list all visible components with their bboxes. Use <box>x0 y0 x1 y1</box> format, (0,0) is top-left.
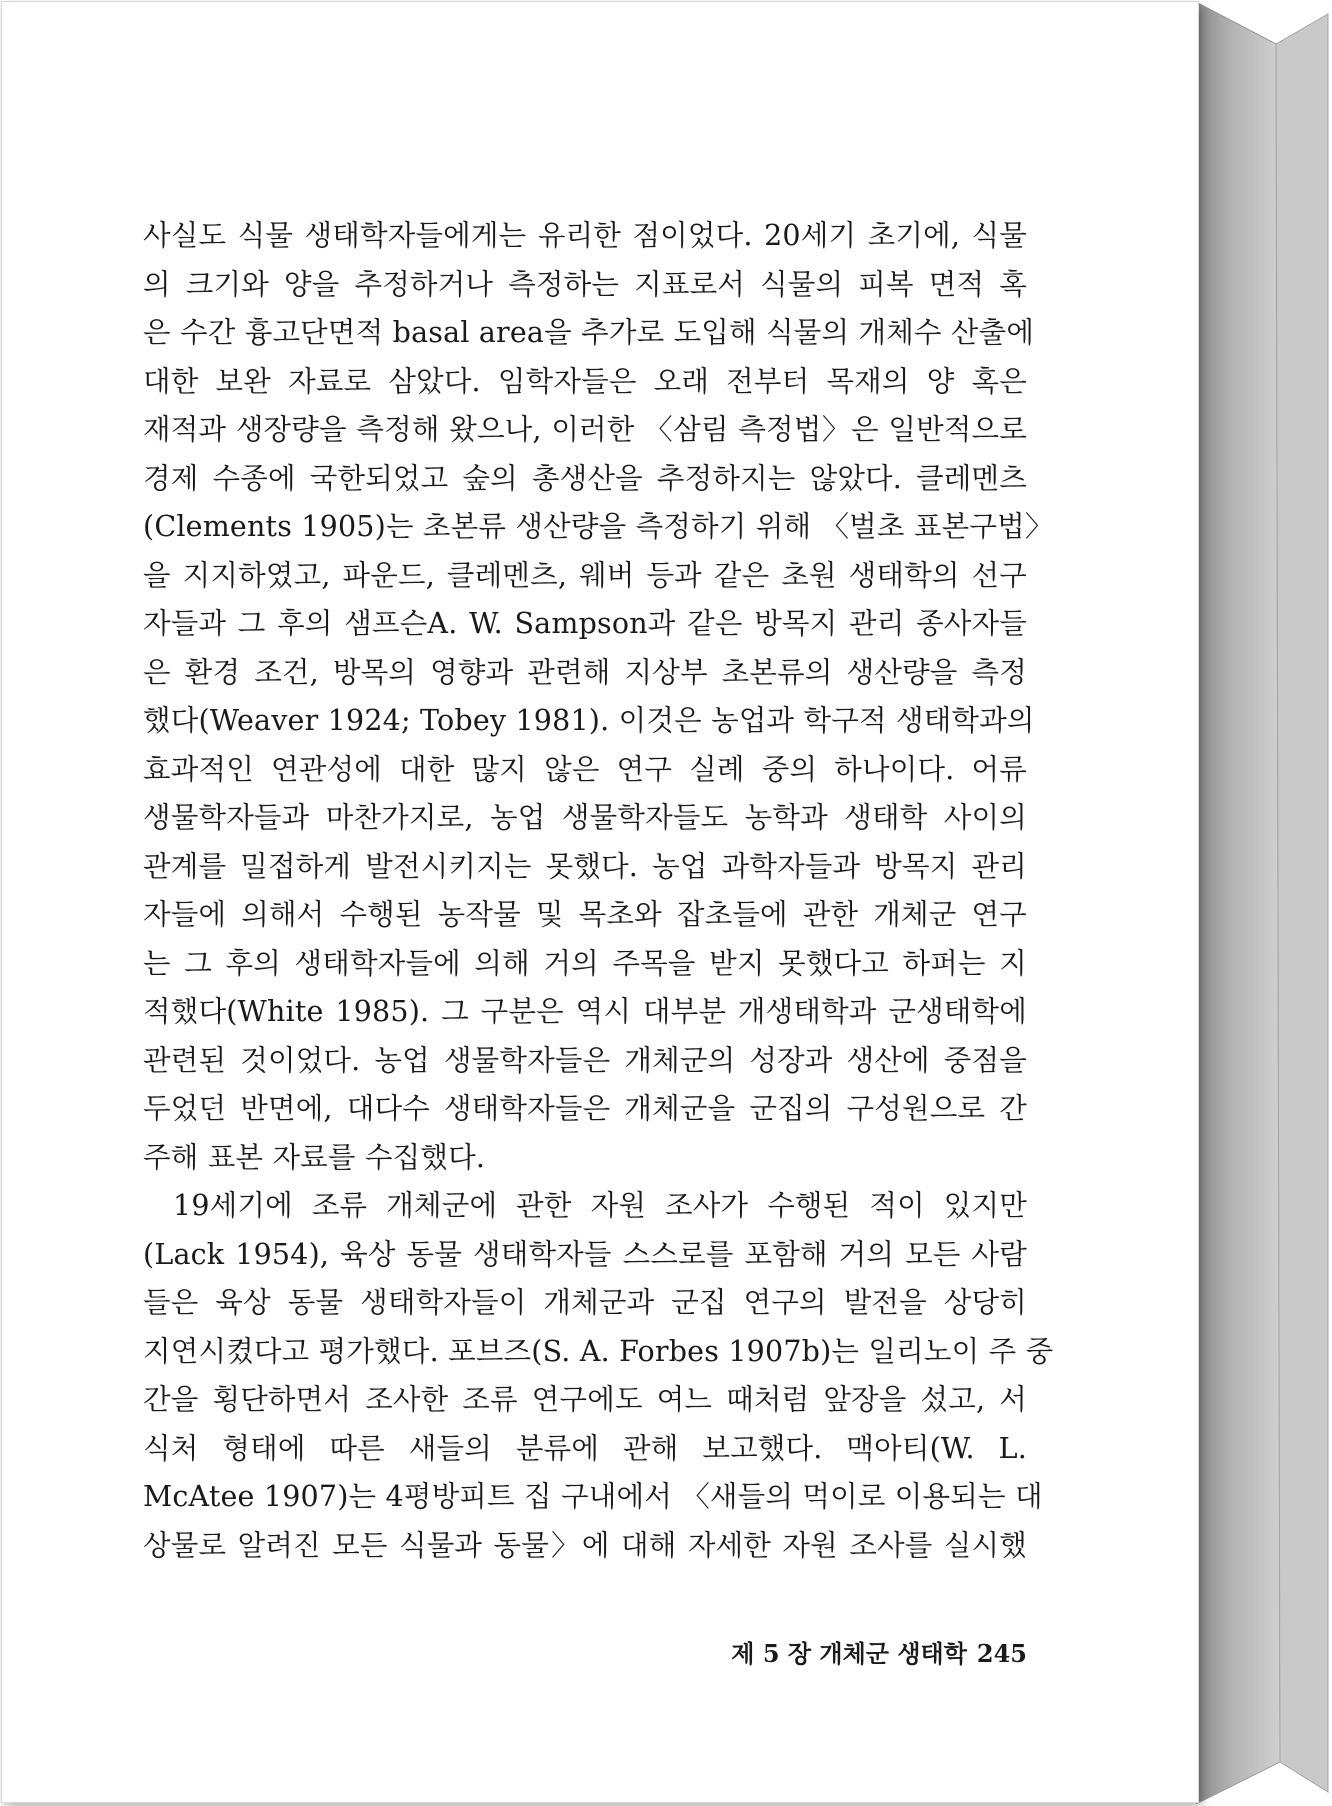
text-line: 적했다(White 1985). 그 구분은 역시 대부분 개생태학과 군생태학에 <box>143 995 1027 1028</box>
text-line: McAtee 1907)는 4평방피트 집 구내에서 〈새들의 먹이로 이용되는 대 <box>143 1480 1043 1513</box>
text-line: 경제 수종에 국한되었고 숲의 총생산을 추정하지는 않았다. 클레멘츠 <box>143 461 1027 495</box>
text-line: 사실도 식물 생태학자들에게는 유리한 점이었다. 20세기 초기에, 식물 <box>143 219 1027 252</box>
text-line: 두었던 반면에, 대다수 생태학자들은 개체군을 군집의 구성원으로 간 <box>143 1092 1027 1125</box>
text-line: 의 크기와 양을 추정하거나 측정하는 지표로서 식물의 피복 면적 혹 <box>143 267 1027 301</box>
text-line: 관련된 것이었다. 농업 생물학자들은 개체군의 성장과 생산에 중점을 <box>143 1043 1027 1077</box>
text-line: 들은 육상 동물 생태학자들이 개체군과 군집 연구의 발전을 상당히 <box>143 1286 1027 1319</box>
text-line: (Lack 1954), 육상 동물 생태학자들 스스로를 포함해 거의 모든 사람 <box>143 1237 1027 1271</box>
text-line: 생물학자들과 마찬가지로, 농업 생물학자들도 농학과 생태학 사이의 <box>143 801 1027 834</box>
book-spine <box>1196 2 1330 1804</box>
text-line: 재적과 생장량을 측정해 왔으나, 이러한 〈삼림 측정법〉은 일반적으로 <box>143 413 1027 446</box>
text-line: 19세기에 조류 개체군에 관한 자원 조사가 수행된 적이 있지만 <box>173 1189 1027 1222</box>
text-line: 는 그 후의 생태학자들에 의해 거의 주목을 받지 못했다고 하퍼는 지 <box>143 946 1027 980</box>
text-line: 관계를 밀접하게 발전시키지는 못했다. 농업 과학자들과 방목지 관리 <box>143 849 1027 883</box>
text-line: (Clements 1905)는 초본류 생산량을 측정하기 위해 〈벌초 표본구법〉 <box>143 510 1054 543</box>
book-page <box>2 2 1198 1802</box>
chapter-title: 제 5 장 개체군 생태학 <box>731 1639 967 1668</box>
text-line: 자들과 그 후의 샘프슨A. W. Sampson과 같은 방목지 관리 종사자들 <box>143 607 1027 640</box>
text-line: 자들에 의해서 수행된 농작물 및 목초와 잡초들에 관한 개체군 연구 <box>143 898 1027 931</box>
text-line: 을 지지하였고, 파운드, 클레멘츠, 웨버 등과 같은 초원 생태학의 선구 <box>143 558 1027 592</box>
text-line: 은 수간 흉고단면적 basal area을 추가로 도입해 식물의 개체수 산출에 <box>143 316 1035 349</box>
text-line: 주해 표본 자료를 수집했다. <box>143 1140 486 1174</box>
page-footer <box>702 1634 1027 1669</box>
text-line: 은 환경 조건, 방목의 영향과 관련해 지상부 초본류의 생산량을 측정 <box>143 655 1027 689</box>
text-line: 효과적인 연관성에 대한 많지 않은 연구 실례 중의 하나이다. 어류 <box>143 752 1027 786</box>
book-spine-graphic <box>1196 2 1330 1804</box>
text-line: 식처 형태에 따른 새들의 분류에 관해 보고했다. 맥아티(W. L. <box>143 1431 1027 1465</box>
paragraph-2 <box>143 1182 1054 1570</box>
body-text <box>143 212 1054 1570</box>
page-number: 245 <box>976 1639 1027 1668</box>
text-line: 간을 횡단하면서 조사한 조류 연구에도 여느 때처럼 앞장을 섰고, 서 <box>143 1383 1027 1416</box>
text-line: 했다(Weaver 1924; Tobey 1981). 이것은 농업과 학구적 생태학과의 <box>143 704 1035 737</box>
text-line: 상물로 알려진 모든 식물과 동물〉에 대해 자세한 자원 조사를 실시했 <box>143 1528 1027 1562</box>
text-line: 대한 보완 자료로 삼았다. 임학자들은 오래 전부터 목재의 양 혹은 <box>143 364 1027 398</box>
text-line: 지연시켰다고 평가했다. 포브즈(S. A. Forbes 1907b)는 일리노이 주 중 <box>143 1334 1054 1368</box>
paragraph-1 <box>143 212 1054 1182</box>
